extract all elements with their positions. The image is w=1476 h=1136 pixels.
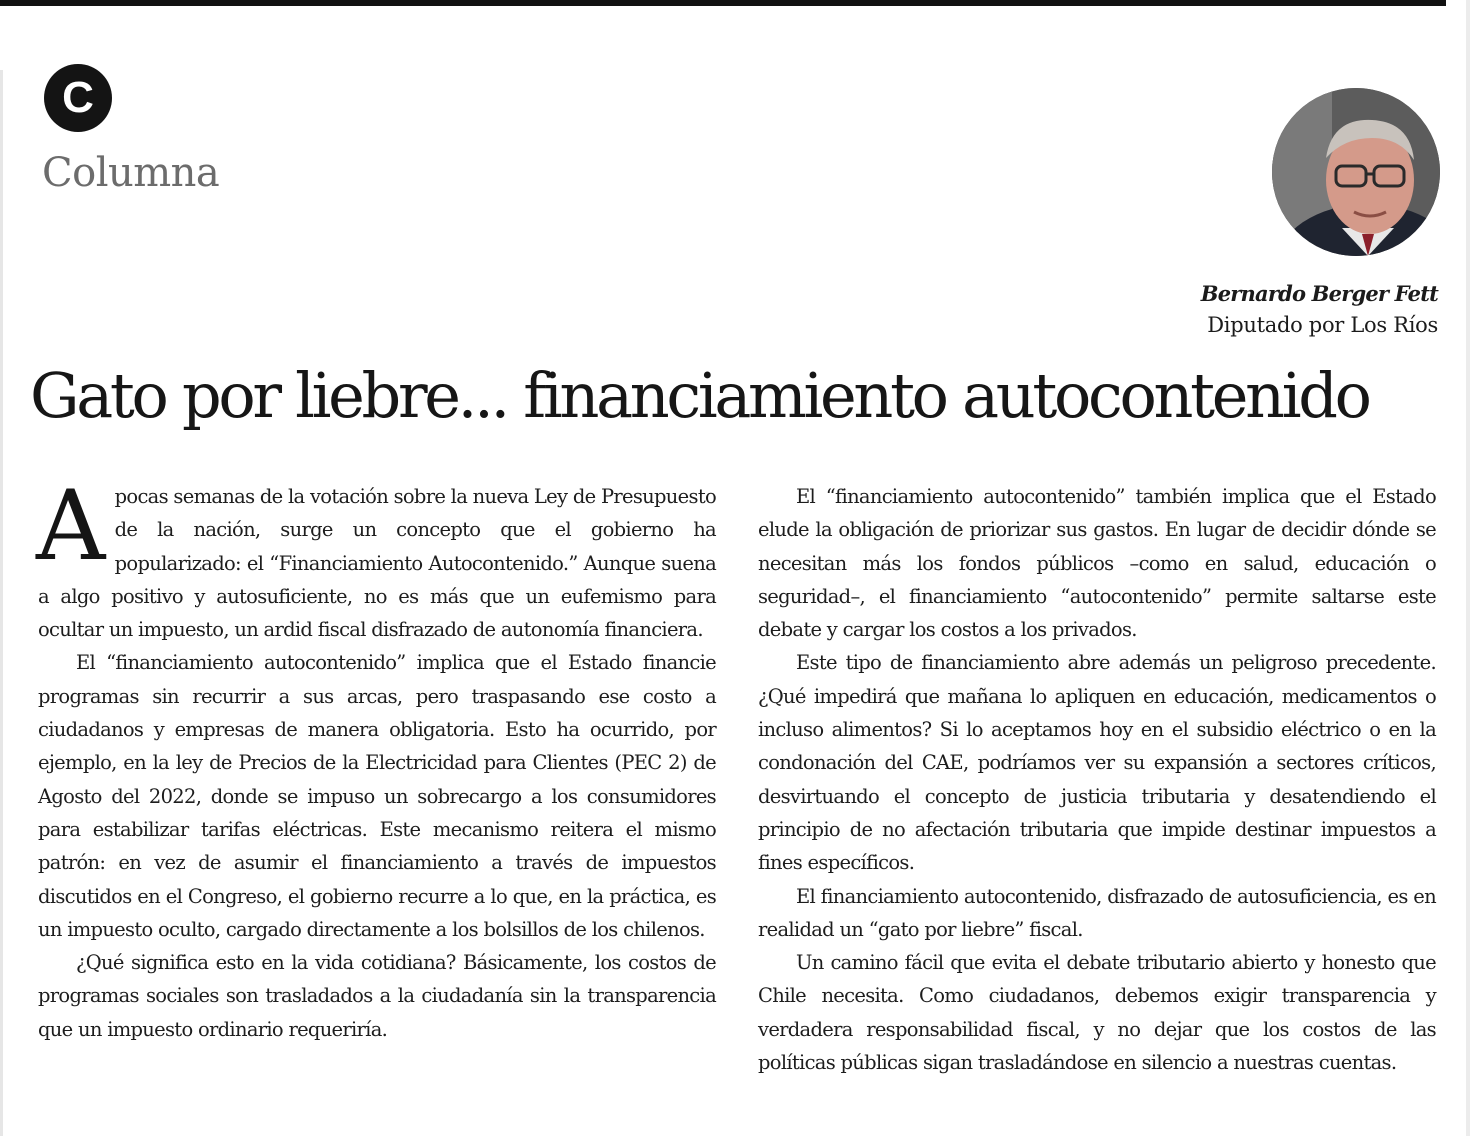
author-role: Diputado por Los Ríos [1207,313,1438,337]
article-headline: Gato por liebre... financiamiento autocontenido [30,359,1369,432]
author-photo [1272,88,1440,256]
section-label: Columna [42,150,220,196]
drop-cap: A [36,470,105,582]
paragraph-text: pocas semanas de la votación sobre la nueva Ley de Presupuesto de la nación, surge un concepto que el gobierno ha popularizado: el “Financiamiento Autocontenido.” Aunque suena a algo positivo y autosuficiente, no es más que un eufemismo para ocultar un impuesto, un ardid fiscal disfrazado de autonomía financiera. [38,485,716,642]
section-badge-icon [44,64,112,132]
article-paragraph: Este tipo de financiamiento abre además un peligroso precedente. ¿Qué impedirá que mañana lo apliquen en educación, medicamentos o incluso alimentos? Si lo aceptamos hoy en el subsidio eléctrico o en la condonación del CAE, podríamos ver su expansión a sectores críticos, desvirtuando el concepto de justicia tributaria y desatendiendo el principio de no afectación tributaria que impide destinar impuestos a fines específicos. [758,651,1436,875]
article-column-right [758,480,1436,1079]
author-portrait-image [1272,88,1440,256]
article-paragraph: ¿Qué significa esto en la vida cotidiana? Básicamente, los costos de programas sociales son trasladados a la ciudadanía sin la transparencia que un impuesto ordinario requeriría. [38,951,716,1041]
article-paragraph: El “financiamiento autocontenido” también implica que el Estado elude la obligación de priorizar sus gastos. En lugar de decidir dónde se necesitan más los fondos públicos –como en salud, educación o seguridad–, el financiamiento “autocontenido” permite saltarse este debate y cargar los costos a los privados. [758,485,1436,642]
article-paragraph: El financiamiento autocontenido, disfrazado de autosuficiencia, es en realidad un “gato por liebre” fiscal. [758,884,1436,941]
top-rule [0,0,1446,6]
section-badge-letter: C [62,73,94,122]
left-margin-rule [0,70,3,1136]
article-paragraph: El “financiamiento autocontenido” implica que el Estado financie programas sin recurrir a sus arcas, pero traspasando ese costo a ciudadanos y empresas de manera obligatoria. Esto ha ocurrido, por ejemplo, en la ley de Precios de la Electricidad para Clientes (PEC 2) de Agosto del 2022, donde se impuso un sobrecargo a los consumidores para estabilizar tarifas eléctricas. Este mecanismo reitera el mismo patrón: en vez de asumir el financiamiento a través de impuestos discutidos en el Congreso, el gobierno recurre a lo que, en la práctica, es un impuesto oculto, cargado directamente a los bolsillos de los chilenos. [38,651,716,941]
article-column-left [36,470,716,1046]
right-margin-rule [1466,0,1470,1136]
article-paragraph [36,470,716,646]
author-name: Bernardo Berger Fett [1200,281,1438,306]
article-paragraph: Un camino fácil que evita el debate tributario abierto y honesto que Chile necesita. Como ciudadanos, debemos exigir transparencia y verdadera responsabilidad fiscal, y no dejar que los costos de las políticas públicas sigan trasladándose en silencio a nuestras cuentas. [758,951,1436,1075]
